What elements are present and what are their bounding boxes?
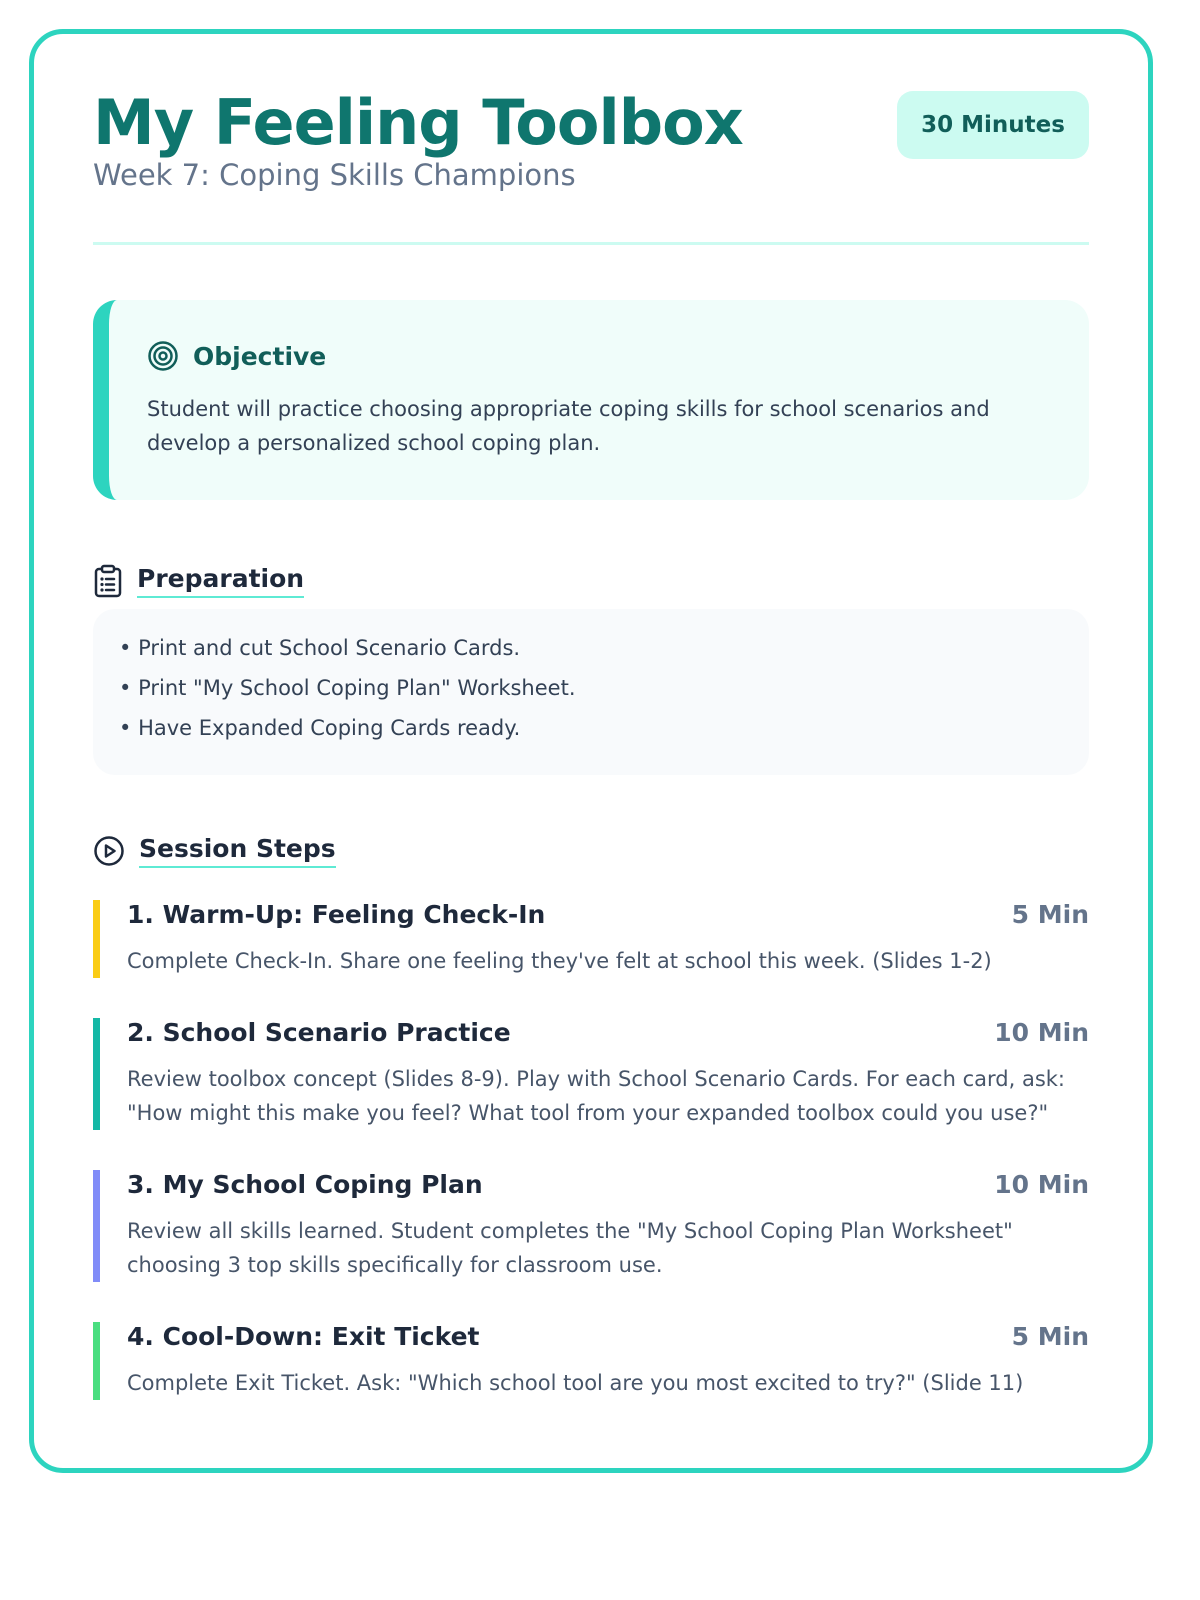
- prep-item-text: Print and cut School Scenario Cards.: [138, 636, 521, 660]
- step-description: Complete Check-In. Share one feeling they've felt at school this week. (Slides 1-2): [127, 949, 992, 973]
- preparation-heading: Preparation: [137, 564, 304, 598]
- step-description: Complete Exit Ticket. Ask: "Which school tool are you most excited to try?" (Slide 11): [127, 1371, 1024, 1395]
- step-item: [93, 900, 1089, 978]
- list-item: • Print and cut School Scenario Cards.: [119, 636, 521, 660]
- step-item: [93, 1322, 1089, 1400]
- step-title: 3. My School Coping Plan: [127, 1170, 483, 1199]
- step-color-bar: [93, 1322, 100, 1400]
- page-title: My Feeling Toolbox: [93, 86, 743, 159]
- step-time: 10 Min: [994, 1170, 1089, 1199]
- page-subtitle: Week 7: Coping Skills Champions: [93, 158, 576, 192]
- header-divider: [93, 242, 1089, 245]
- step-color-bar: [93, 1170, 100, 1282]
- step-color-bar: [93, 900, 100, 978]
- step-description: Review toolbox concept (Slides 8-9). Play with School Scenario Cards. For each card, ask: "How might this make you feel? What tool from your expanded toolbox could you use?": [127, 1067, 1065, 1125]
- step-color-bar: [93, 1018, 100, 1130]
- session-steps-heading: Session Steps: [139, 834, 336, 868]
- step-title: 1. Warm-Up: Feeling Check-In: [127, 900, 546, 929]
- step-item: [93, 1018, 1089, 1130]
- clipboard-icon: [93, 564, 123, 598]
- step-time: 10 Min: [994, 1018, 1089, 1047]
- lesson-content: [93, 34, 1089, 1468]
- step-title: 4. Cool-Down: Exit Ticket: [127, 1322, 480, 1351]
- duration-badge: 30 Minutes: [897, 91, 1089, 159]
- list-item: • Print "My School Coping Plan" Worksheet.: [119, 676, 576, 700]
- prep-item-text: Print "My School Coping Plan" Worksheet.: [138, 676, 576, 700]
- play-circle-icon: [93, 835, 125, 867]
- lesson-card: [29, 29, 1153, 1473]
- objective-header: [147, 340, 1051, 372]
- objective-heading: Objective: [193, 341, 327, 371]
- step-time: 5 Min: [1011, 900, 1089, 929]
- prep-item-text: Have Expanded Coping Cards ready.: [138, 716, 521, 740]
- list-item: • Have Expanded Coping Cards ready.: [119, 716, 521, 740]
- preparation-list: [93, 609, 1089, 775]
- target-icon: [147, 340, 179, 372]
- objective-text: Student will practice choosing appropriate coping skills for school scenarios and develop a personalized school coping plan.: [147, 397, 990, 455]
- session-steps-list: [93, 900, 1089, 1440]
- step-time: 5 Min: [1011, 1322, 1089, 1351]
- session-steps-header: [93, 834, 336, 868]
- step-item: [93, 1170, 1089, 1282]
- step-description: Review all skills learned. Student completes the "My School Coping Plan Worksheet" choosing 3 top skills specifically for classroom use.: [127, 1219, 1013, 1277]
- objective-panel: [93, 300, 1089, 500]
- step-title: 2. School Scenario Practice: [127, 1018, 511, 1047]
- preparation-header: [93, 564, 304, 598]
